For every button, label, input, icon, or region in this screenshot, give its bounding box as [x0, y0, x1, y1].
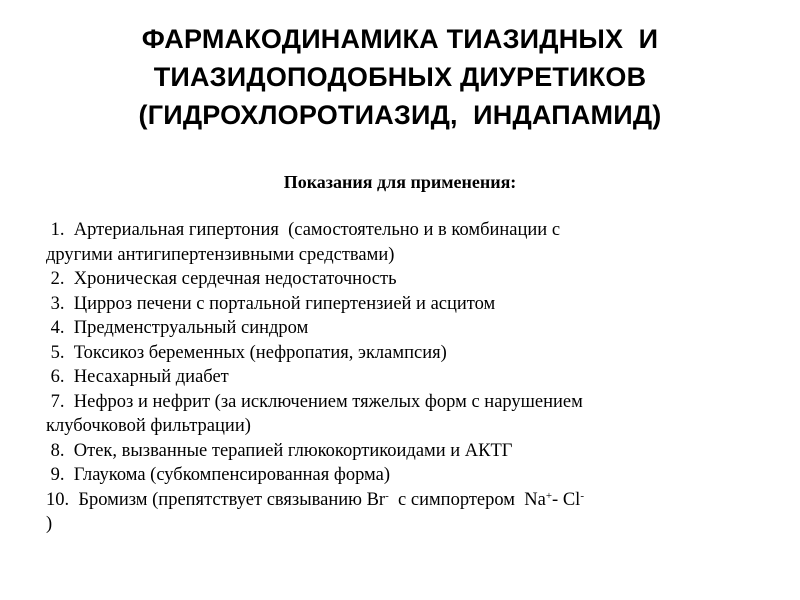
indications-heading: Показания для применения: — [283, 172, 517, 192]
title-line-1: ФАРМАКОДИНАМИКА ТИАЗИДНЫХ И — [141, 24, 659, 54]
br-ion-charge: - — [385, 489, 389, 502]
list-item-2: 2. Хроническая сердечная недостаточность — [46, 269, 397, 289]
list-item-4: 4. Предменструальный синдром — [46, 318, 309, 338]
na-ion-charge: + — [545, 489, 553, 502]
list-item-1-continued: другими антигипертензивными средствами) — [46, 244, 395, 265]
title-line-3: (ГИДРОХЛОРОТИАЗИД, ИНДАПАМИД) — [138, 100, 662, 130]
list-item-6: 6. Несахарный диабет — [46, 367, 229, 387]
title-line-2: ТИАЗИДОПОДОБНЫХ ДИУРЕТИКОВ — [153, 62, 647, 92]
list-item-10-continued: ) — [46, 514, 53, 534]
list-item-10-cl: - Cl — [552, 489, 581, 510]
list-item-8: 8. Отек, вызванные терапией глюкокортикоидами и АКТГ — [46, 440, 513, 461]
list-item-7: 7. Нефроз и нефрит (за исключением тяжелых форм с нарушением — [46, 391, 583, 412]
list-item-1: 1. Артериальная гипертония (самостоятельно и в комбинации с — [46, 220, 561, 240]
list-item-3: 3. Цирроз печени с портальной гипертензией и асцитом — [46, 293, 496, 314]
list-item-10 — [46, 488, 776, 513]
list-item-9: 9. Глаукома (субкомпенсированная форма) — [46, 465, 391, 485]
indications-list — [46, 218, 776, 537]
list-item-10-text: 10. Бромизм (препятствует связыванию Br — [46, 489, 386, 510]
list-item-5: 5. Токсикоз беременных (нефропатия, эклампсия) — [46, 342, 447, 363]
slide-title — [0, 20, 800, 134]
list-item-10-symporter: с симпортером Na — [388, 489, 546, 510]
list-item-7-continued: клубочковой фильтрации) — [46, 416, 251, 436]
cl-ion-charge: - — [580, 489, 584, 502]
